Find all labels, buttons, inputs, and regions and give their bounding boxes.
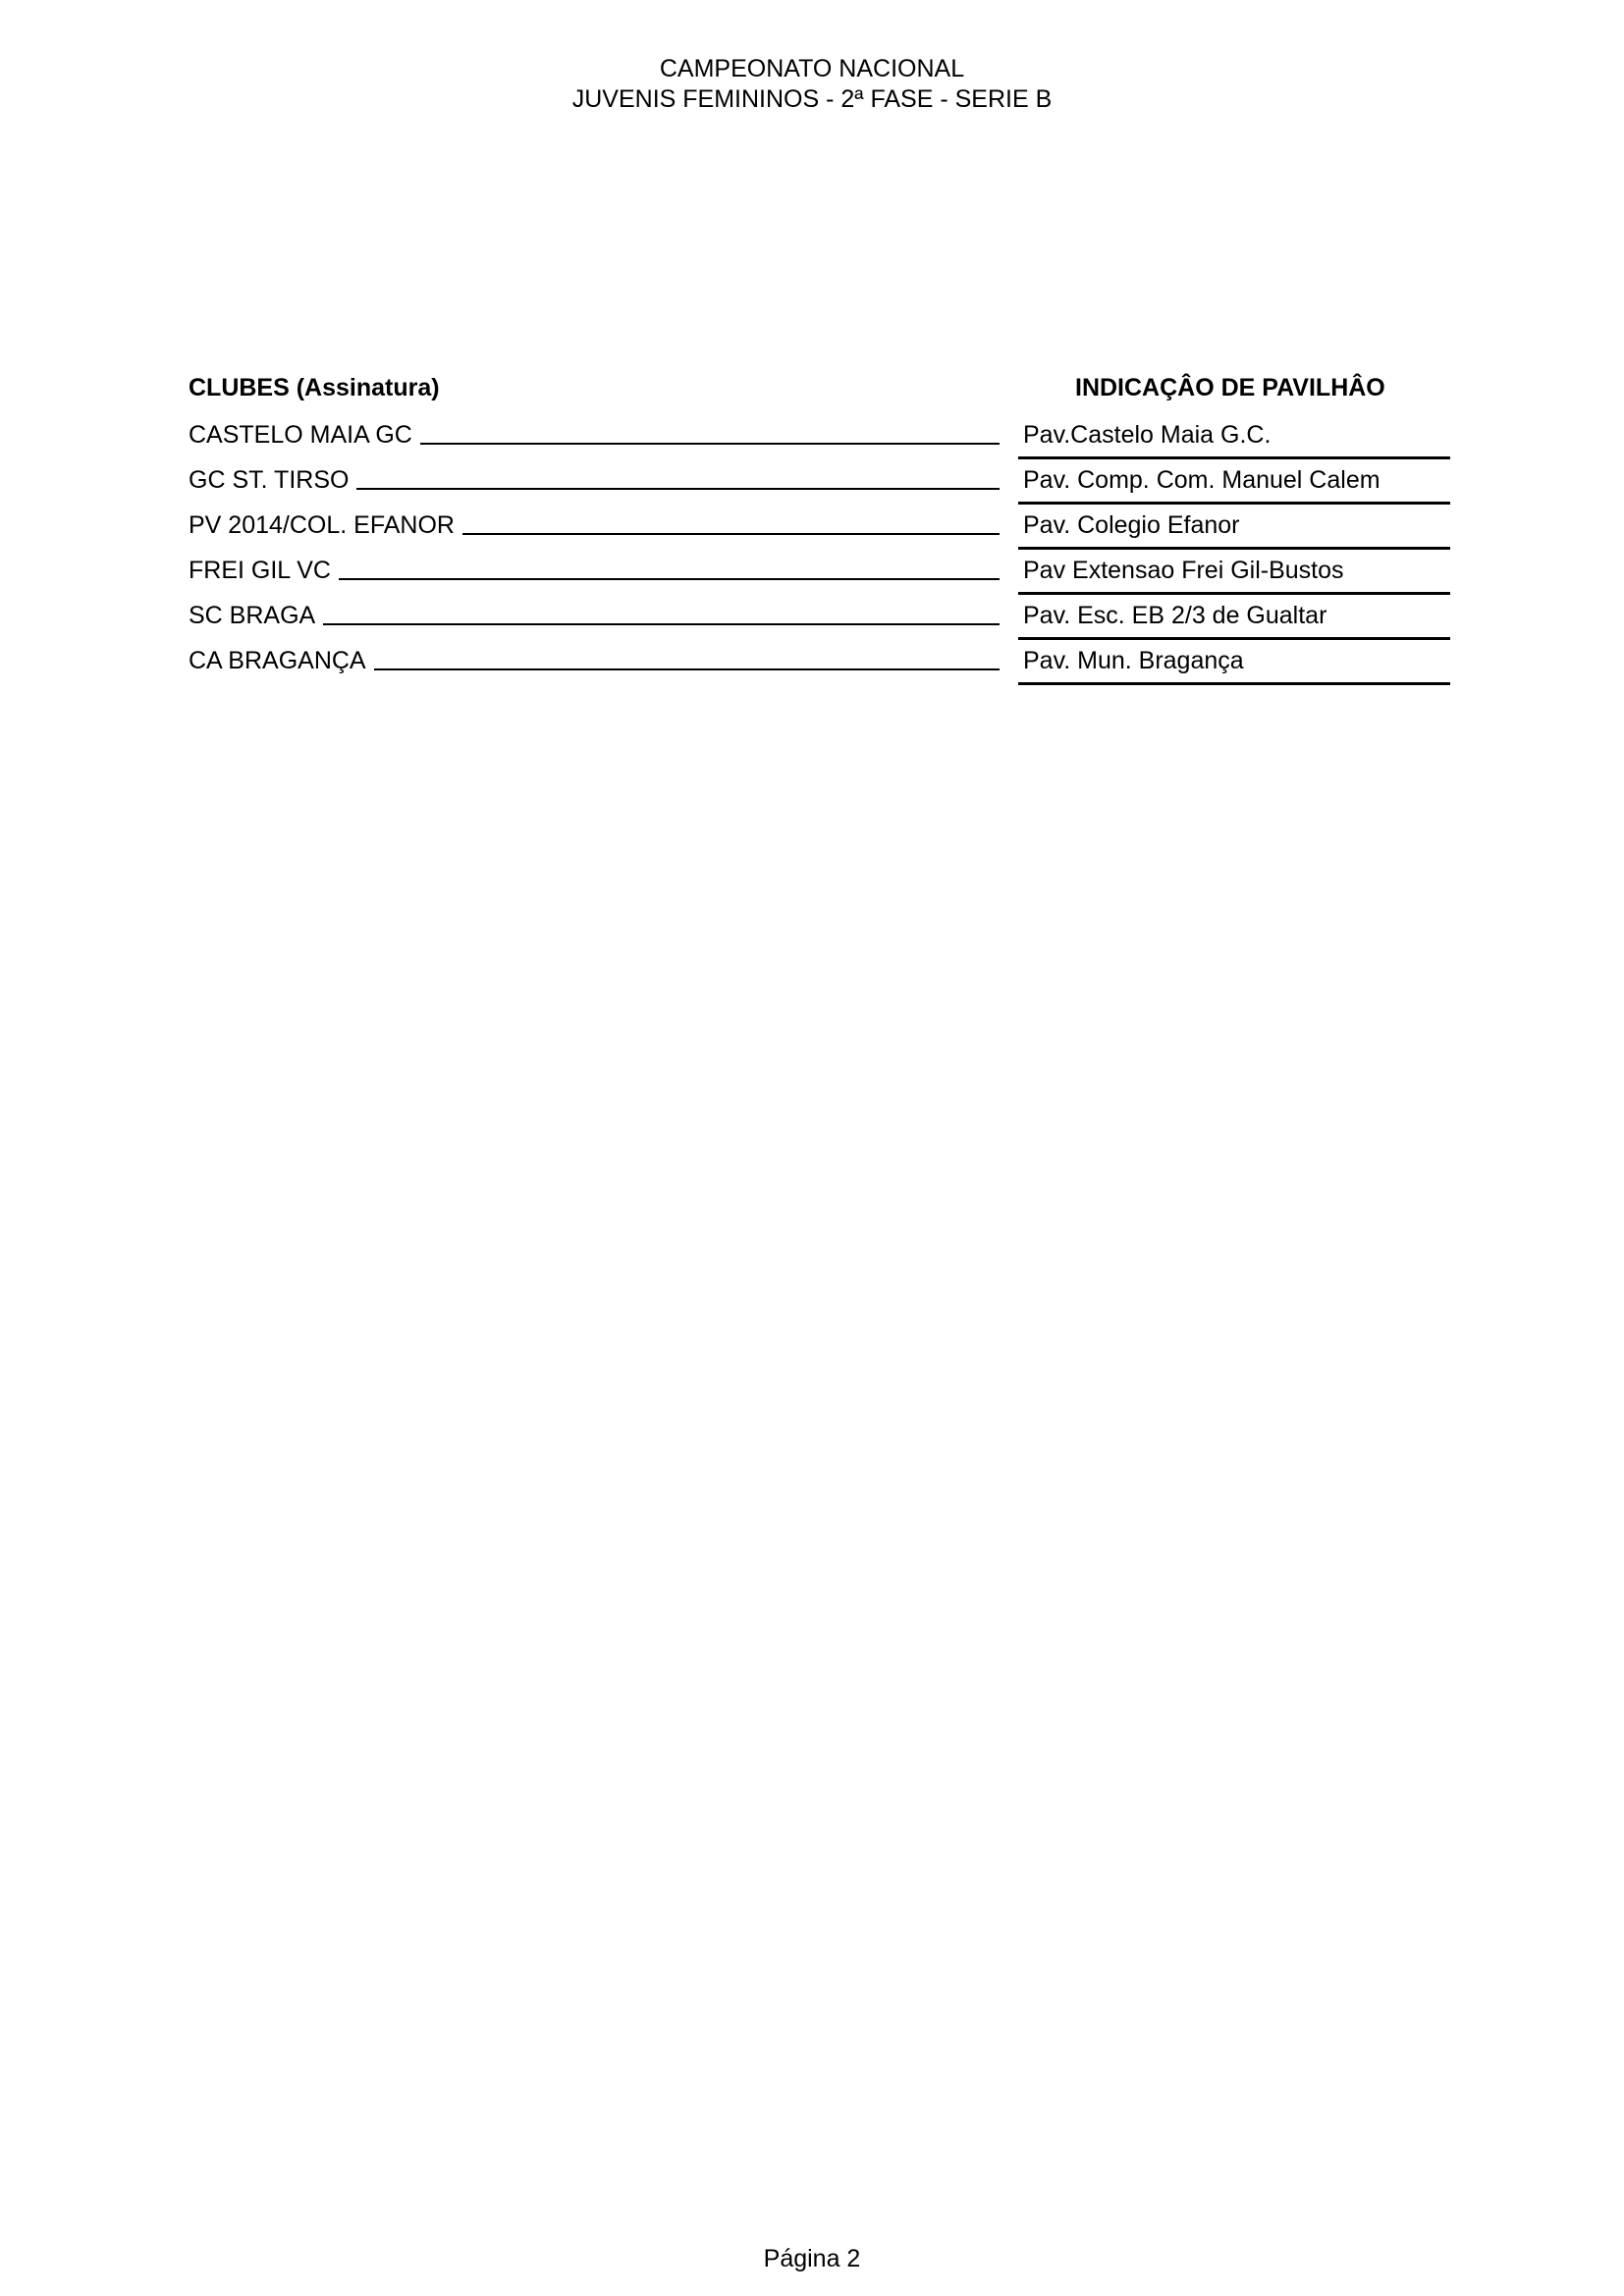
- signature-line: [356, 461, 1000, 490]
- venue-name: Pav. Mun. Bragança: [1018, 642, 1450, 685]
- club-signature-cell: [189, 507, 1000, 552]
- venue-name: Pav.Castelo Maia G.C.: [1018, 416, 1450, 459]
- table-row: [0, 507, 1624, 552]
- table-row: [0, 461, 1624, 507]
- page-number: Página 2: [763, 2245, 861, 2272]
- document-header: [0, 54, 1624, 115]
- venue-name: Pav. Comp. Com. Manuel Calem: [1018, 461, 1450, 505]
- signature-line: [323, 597, 1000, 625]
- signature-line: [420, 416, 1000, 445]
- club-signature-cell: [189, 416, 1000, 461]
- signature-line: [339, 552, 1000, 580]
- venue-name: Pav Extensao Frei Gil-Bustos: [1018, 552, 1450, 595]
- venue-name: Pav. Esc. EB 2/3 de Gualtar: [1018, 597, 1450, 640]
- club-signature-cell: [189, 642, 1000, 687]
- signature-line: [374, 642, 1000, 670]
- club-name: CASTELO MAIA GC: [189, 421, 412, 449]
- table-row: [0, 642, 1624, 687]
- club-name: GC ST. TIRSO: [189, 466, 350, 494]
- signature-line: [462, 507, 1000, 535]
- series-subtitle: JUVENIS FEMININOS - 2ª FASE - SERIE B: [571, 85, 1053, 113]
- table-row: [0, 597, 1624, 642]
- club-name: CA BRAGANÇA: [189, 647, 366, 674]
- club-signature-cell: [189, 552, 1000, 597]
- clubs-column-header: CLUBES (Assinatura): [189, 374, 440, 401]
- club-signature-cell: [189, 597, 1000, 642]
- table-row: [0, 416, 1624, 461]
- venue-name: Pav. Colegio Efanor: [1018, 507, 1450, 550]
- club-name: SC BRAGA: [189, 602, 316, 629]
- table-row: [0, 552, 1624, 597]
- club-name: PV 2014/COL. EFANOR: [189, 511, 455, 539]
- club-signature-cell: [189, 461, 1000, 507]
- club-name: FREI GIL VC: [189, 557, 331, 584]
- championship-title: CAMPEONATO NACIONAL: [659, 55, 965, 82]
- venues-column-header: INDICAÇÂO DE PAVILHÂO: [1075, 374, 1385, 401]
